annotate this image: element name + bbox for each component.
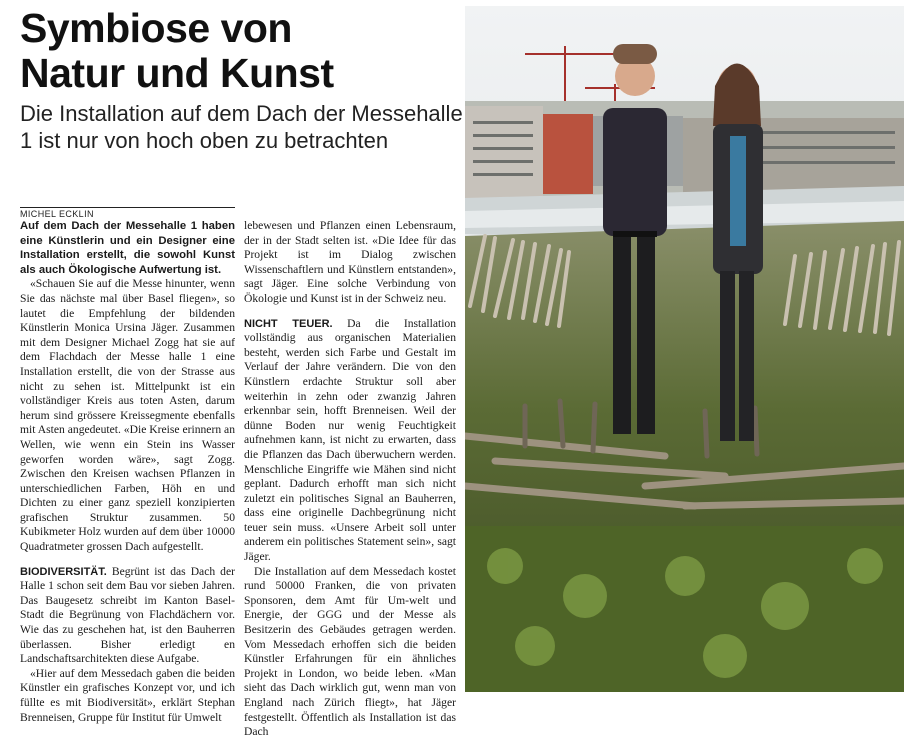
- subheadline: Die Installation auf dem Dach der Messehalle 1 ist nur von hoch oben zu betrachten: [20, 101, 463, 153]
- body-paragraph: Die Installation auf dem Messedach kostet rund 50000 Franken, die von privaten Sponsoren, dem Amt für Um-welt und Energie, der GGG und der Messe als Besitzerin des Gebäudes getragen werden. Vom Messedach erhoffen sich die beiden Künstler Erfahrungen für ein ähnliches Projekt in London, wo beide leben. «Man sieht das Dach wirklich gut, wenn man von England nach Zürich fliegt», hat Jäger festgestellt. Öffentlich als Installation ist das Dach: [244, 564, 456, 739]
- headline-line-1: Symbiose von: [20, 5, 292, 51]
- lead-paragraph: Auf dem Dach der Messehalle 1 haben eine Künstlerin und ein Designer eine Installation erstellt, die sowohl Kunst als auch Ökologische Aufwertung ist.: [20, 220, 235, 276]
- section-text: Da die Installation vollständig aus organischen Materialien besteht, werden sich Farbe und Gestalt im Verlauf der Jahre verändern. Die von den Künstlern erdachte Struktur soll aber weiterhin in zehn oder zwanzig Jahren erkennbar sein, hofft Brenneisen. Weil der dünne Boden nur wenig Feuchtigkeit aufnehmen kann, ist nicht zu erwarten, dass die Pflanzen das Dach überwuchern werden. Menschliche Eingriffe wie Mähen sind nicht geplant. Dadurch erhofft man sich nicht zuletzt ein politisches Signal an Bauherren, dass eine originelle Dachbegrünung nicht teuer sein muss. «Unsere Arbeit soll unter anderem ein politisches Statement sein», sagt Jäger.: [244, 316, 457, 564]
- rooftop-photo: [465, 6, 904, 692]
- article-column-1: [20, 219, 235, 725]
- article-column-2: [244, 219, 456, 740]
- body-paragraph: «Schauen Sie auf die Messe hinunter, wenn Sie das nächste mal über Basel fliegen», so lautet die Empfehlung der bildenden Künstlerin Monica Ursina Jäger. Zusammen mit dem Designer Michael Zogg hat sie auf dem Flachdach der Messe halle 1 eine Installation erstellt, die von der Strasse aus nicht zu sehen ist. Mittelpunkt ist ein vollständiger Kreis aus toten Asten, darum herum sind grössere Kreissegmente ebenfalls mit Asten angedeutet. «Die Kreise erinnern an Wellen, wie wenn ein Stein ins Wasser geworfen worden wäre», sagt Zogg. Zwischen den Kreisen wachsen Pflanzen in unterschiedlichen Farben, Höh en und Dichten zu einer ganz speziell konzipierten grafischen Struktur zusammen. 50 Kubikmeter Holz wurden auf dem über 10000 Quadratmeter grossen Dach aufgestellt.: [20, 277, 235, 554]
- body-paragraph: lebewesen und Pflanzen einen Lebensraum, der in der Stadt selten ist. «Die Idee für das Projekt ist im Dialog zwischen Wissenschaftlern und Künstlern entstanden», sagt Jäger. Eine solche Verbindung von Ökologie und Kunst ist in der Schweiz neu.: [244, 219, 456, 305]
- section-text: Begrünt ist das Dach der Halle 1 schon seit dem Bau vor sieben Jahren. Das Baugesetz schreibt im Kanton Basel-Stadt die Begrünung von Flachdächern vor. Wie das zu geschehen hat, ist den Bauherren überlassen. Bisher erledigt en Landschaftsarchitekten diese Aufgabe.: [20, 564, 235, 666]
- headline: [20, 6, 460, 96]
- section-kicker: BIODIVERSITÄT.: [20, 565, 107, 578]
- section-biodiversitaet: [20, 565, 235, 667]
- section-kicker: NICHT TEUER.: [244, 317, 333, 330]
- headline-line-2: Natur und Kunst: [20, 50, 334, 96]
- body-paragraph: «Hier auf dem Messedach gaben die beiden Künstler ein grafisches Konzept vor, und ich füllte es mit Biodiversität», erklärt Stephan Brenneisen, Gruppe für Institut für Umwelt: [20, 666, 235, 724]
- byline: MICHEL ECKLIN: [20, 207, 235, 219]
- section-nicht-teuer: [244, 317, 456, 565]
